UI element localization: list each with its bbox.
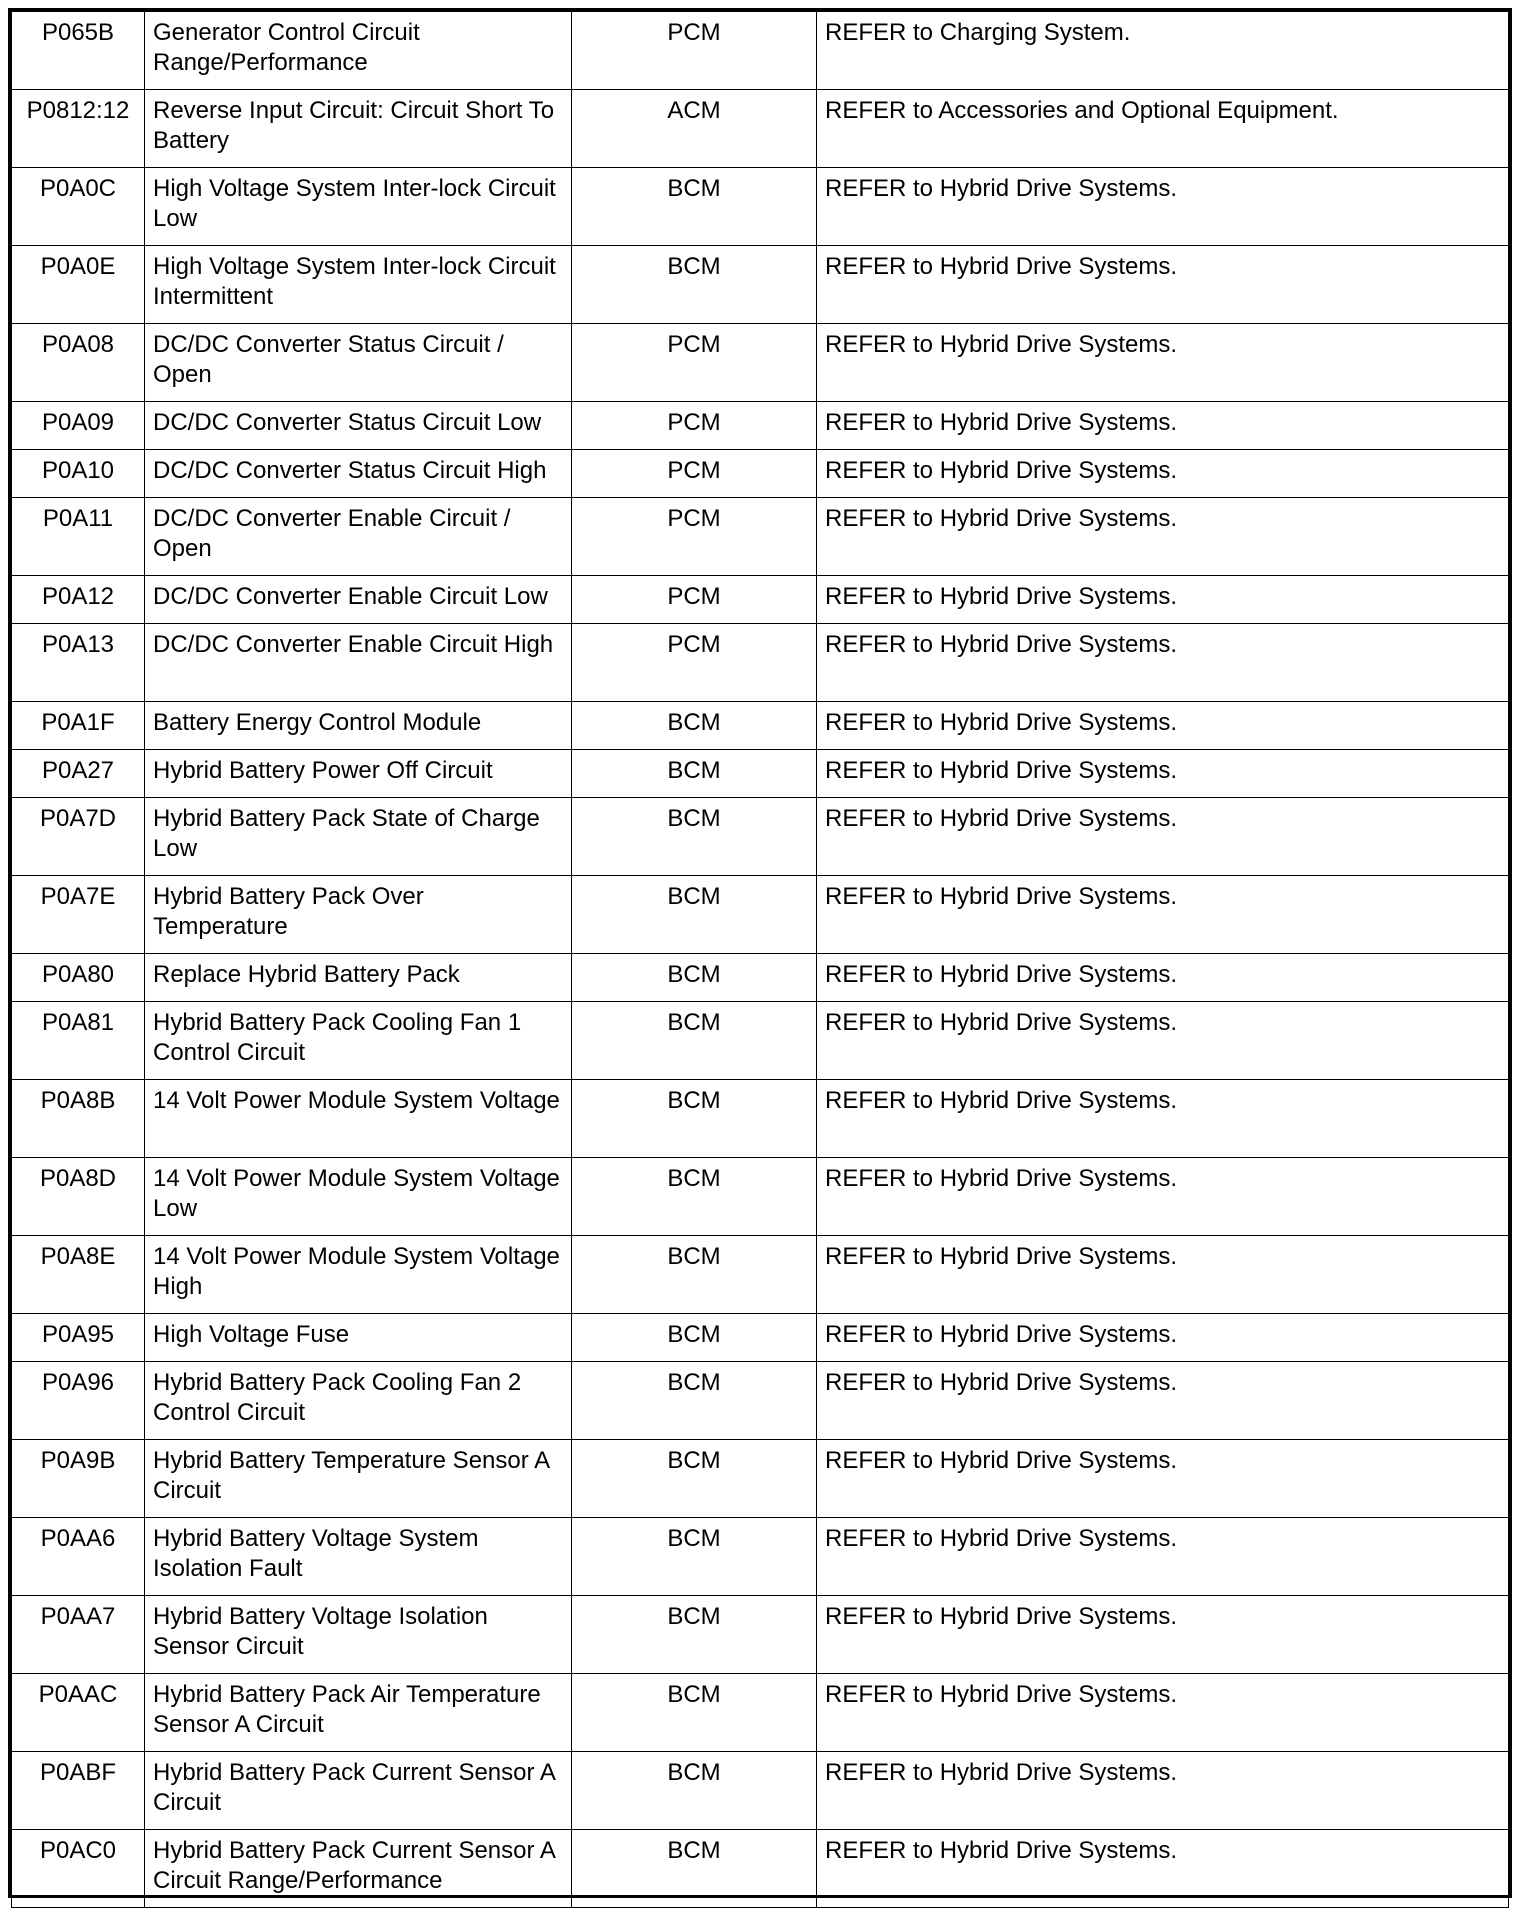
dtc-description: DC/DC Converter Status Circuit Low (145, 402, 572, 450)
table-row (12, 1518, 1509, 1596)
dtc-code: P0A11 (12, 498, 145, 576)
dtc-code: P0A12 (12, 576, 145, 624)
dtc-action: REFER to Hybrid Drive Systems. (817, 498, 1509, 576)
dtc-action: REFER to Hybrid Drive Systems. (817, 750, 1509, 798)
dtc-code: P0A96 (12, 1362, 145, 1440)
dtc-description: DC/DC Converter Status Circuit High (145, 450, 572, 498)
dtc-module: BCM (572, 1002, 817, 1080)
dtc-description: 14 Volt Power Module System Voltage Low (145, 1158, 572, 1236)
dtc-action: REFER to Hybrid Drive Systems. (817, 1752, 1509, 1830)
dtc-code: P0A09 (12, 402, 145, 450)
dtc-module: BCM (572, 1674, 817, 1752)
dtc-table-body (12, 12, 1509, 1908)
dtc-description: Hybrid Battery Voltage Isolation Sensor Circuit (145, 1596, 572, 1674)
dtc-module: BCM (572, 1752, 817, 1830)
dtc-module: BCM (572, 750, 817, 798)
dtc-action: REFER to Hybrid Drive Systems. (817, 1440, 1509, 1518)
dtc-code: P0A0E (12, 246, 145, 324)
dtc-module: BCM (572, 1158, 817, 1236)
dtc-action: REFER to Hybrid Drive Systems. (817, 876, 1509, 954)
dtc-description: DC/DC Converter Enable Circuit High (145, 624, 572, 702)
table-row (12, 750, 1509, 798)
dtc-module: BCM (572, 1236, 817, 1314)
dtc-description: Hybrid Battery Pack Cooling Fan 1 Control Circuit (145, 1002, 572, 1080)
dtc-module: BCM (572, 1596, 817, 1674)
dtc-description: Hybrid Battery Pack Over Temperature (145, 876, 572, 954)
dtc-description: Battery Energy Control Module (145, 702, 572, 750)
dtc-module: BCM (572, 954, 817, 1002)
dtc-module: BCM (572, 876, 817, 954)
dtc-action: REFER to Hybrid Drive Systems. (817, 1596, 1509, 1674)
dtc-description: Hybrid Battery Pack Current Sensor A Circuit Range/Performance (145, 1830, 572, 1908)
dtc-module: PCM (572, 624, 817, 702)
dtc-table (11, 11, 1509, 1908)
table-row (12, 246, 1509, 324)
dtc-module: PCM (572, 402, 817, 450)
dtc-action: REFER to Hybrid Drive Systems. (817, 1674, 1509, 1752)
dtc-action: REFER to Hybrid Drive Systems. (817, 168, 1509, 246)
dtc-code: P0ABF (12, 1752, 145, 1830)
dtc-code: P0A7D (12, 798, 145, 876)
dtc-code: P0A80 (12, 954, 145, 1002)
dtc-description: Reverse Input Circuit: Circuit Short To Battery (145, 90, 572, 168)
dtc-code: P0A8D (12, 1158, 145, 1236)
dtc-action: REFER to Accessories and Optional Equipment. (817, 90, 1509, 168)
dtc-action: REFER to Hybrid Drive Systems. (817, 402, 1509, 450)
dtc-code: P0A0C (12, 168, 145, 246)
dtc-code: P0A9B (12, 1440, 145, 1518)
dtc-code: P0A7E (12, 876, 145, 954)
table-row (12, 1674, 1509, 1752)
dtc-description: Replace Hybrid Battery Pack (145, 954, 572, 1002)
table-row (12, 576, 1509, 624)
dtc-module: BCM (572, 1080, 817, 1158)
table-row (12, 324, 1509, 402)
table-row (12, 1440, 1509, 1518)
table-row (12, 1362, 1509, 1440)
table-row (12, 798, 1509, 876)
dtc-description: 14 Volt Power Module System Voltage High (145, 1236, 572, 1314)
dtc-description: DC/DC Converter Enable Circuit / Open (145, 498, 572, 576)
dtc-action: REFER to Hybrid Drive Systems. (817, 1518, 1509, 1596)
table-row (12, 1596, 1509, 1674)
dtc-action: REFER to Hybrid Drive Systems. (817, 324, 1509, 402)
dtc-module: BCM (572, 246, 817, 324)
dtc-module: BCM (572, 1314, 817, 1362)
dtc-code: P0A95 (12, 1314, 145, 1362)
dtc-code: P0A1F (12, 702, 145, 750)
dtc-description: Generator Control Circuit Range/Performance (145, 12, 572, 90)
dtc-action: REFER to Hybrid Drive Systems. (817, 954, 1509, 1002)
dtc-description: DC/DC Converter Enable Circuit Low (145, 576, 572, 624)
dtc-action: REFER to Hybrid Drive Systems. (817, 1362, 1509, 1440)
dtc-module: PCM (572, 576, 817, 624)
dtc-action: REFER to Hybrid Drive Systems. (817, 246, 1509, 324)
dtc-code: P0A8E (12, 1236, 145, 1314)
dtc-description: High Voltage System Inter-lock Circuit Low (145, 168, 572, 246)
dtc-action: REFER to Hybrid Drive Systems. (817, 450, 1509, 498)
dtc-code: P0A13 (12, 624, 145, 702)
dtc-code: P0AA7 (12, 1596, 145, 1674)
table-row (12, 90, 1509, 168)
table-row (12, 876, 1509, 954)
dtc-module: BCM (572, 168, 817, 246)
table-row (12, 954, 1509, 1002)
table-row (12, 702, 1509, 750)
dtc-description: Hybrid Battery Pack State of Charge Low (145, 798, 572, 876)
dtc-code: P0A08 (12, 324, 145, 402)
dtc-action: REFER to Hybrid Drive Systems. (817, 576, 1509, 624)
dtc-module: BCM (572, 1830, 817, 1908)
table-row (12, 498, 1509, 576)
table-row (12, 1236, 1509, 1314)
dtc-module: BCM (572, 1518, 817, 1596)
table-row (12, 1314, 1509, 1362)
dtc-description: Hybrid Battery Pack Current Sensor A Circuit (145, 1752, 572, 1830)
dtc-module: PCM (572, 498, 817, 576)
dtc-code: P065B (12, 12, 145, 90)
dtc-module: PCM (572, 12, 817, 90)
dtc-code: P0AC0 (12, 1830, 145, 1908)
dtc-module: ACM (572, 90, 817, 168)
table-row (12, 168, 1509, 246)
dtc-code: P0AA6 (12, 1518, 145, 1596)
dtc-module: PCM (572, 450, 817, 498)
table-row (12, 1080, 1509, 1158)
dtc-action: REFER to Hybrid Drive Systems. (817, 1080, 1509, 1158)
dtc-action: REFER to Hybrid Drive Systems. (817, 1236, 1509, 1314)
dtc-code: P0812:12 (12, 90, 145, 168)
dtc-module: BCM (572, 798, 817, 876)
dtc-description: Hybrid Battery Pack Cooling Fan 2 Control Circuit (145, 1362, 572, 1440)
table-row (12, 402, 1509, 450)
dtc-description: High Voltage Fuse (145, 1314, 572, 1362)
dtc-action: REFER to Hybrid Drive Systems. (817, 624, 1509, 702)
table-row (12, 1002, 1509, 1080)
dtc-code: P0A10 (12, 450, 145, 498)
table-row (12, 624, 1509, 702)
table-row (12, 1752, 1509, 1830)
dtc-description: High Voltage System Inter-lock Circuit Intermittent (145, 246, 572, 324)
dtc-description: DC/DC Converter Status Circuit / Open (145, 324, 572, 402)
table-row (12, 1830, 1509, 1908)
dtc-code: P0AAC (12, 1674, 145, 1752)
table-row (12, 450, 1509, 498)
dtc-action: REFER to Hybrid Drive Systems. (817, 1158, 1509, 1236)
dtc-description: 14 Volt Power Module System Voltage (145, 1080, 572, 1158)
dtc-action: REFER to Hybrid Drive Systems. (817, 1830, 1509, 1908)
dtc-code: P0A8B (12, 1080, 145, 1158)
dtc-module: BCM (572, 1362, 817, 1440)
dtc-action: REFER to Charging System. (817, 12, 1509, 90)
dtc-table-container (8, 8, 1512, 1898)
dtc-action: REFER to Hybrid Drive Systems. (817, 1002, 1509, 1080)
dtc-code: P0A27 (12, 750, 145, 798)
dtc-action: REFER to Hybrid Drive Systems. (817, 702, 1509, 750)
dtc-module: BCM (572, 702, 817, 750)
dtc-module: PCM (572, 324, 817, 402)
dtc-description: Hybrid Battery Power Off Circuit (145, 750, 572, 798)
dtc-description: Hybrid Battery Voltage System Isolation Fault (145, 1518, 572, 1596)
table-row (12, 12, 1509, 90)
dtc-description: Hybrid Battery Pack Air Temperature Sensor A Circuit (145, 1674, 572, 1752)
dtc-code: P0A81 (12, 1002, 145, 1080)
dtc-action: REFER to Hybrid Drive Systems. (817, 798, 1509, 876)
dtc-description: Hybrid Battery Temperature Sensor A Circuit (145, 1440, 572, 1518)
dtc-module: BCM (572, 1440, 817, 1518)
table-row (12, 1158, 1509, 1236)
dtc-action: REFER to Hybrid Drive Systems. (817, 1314, 1509, 1362)
